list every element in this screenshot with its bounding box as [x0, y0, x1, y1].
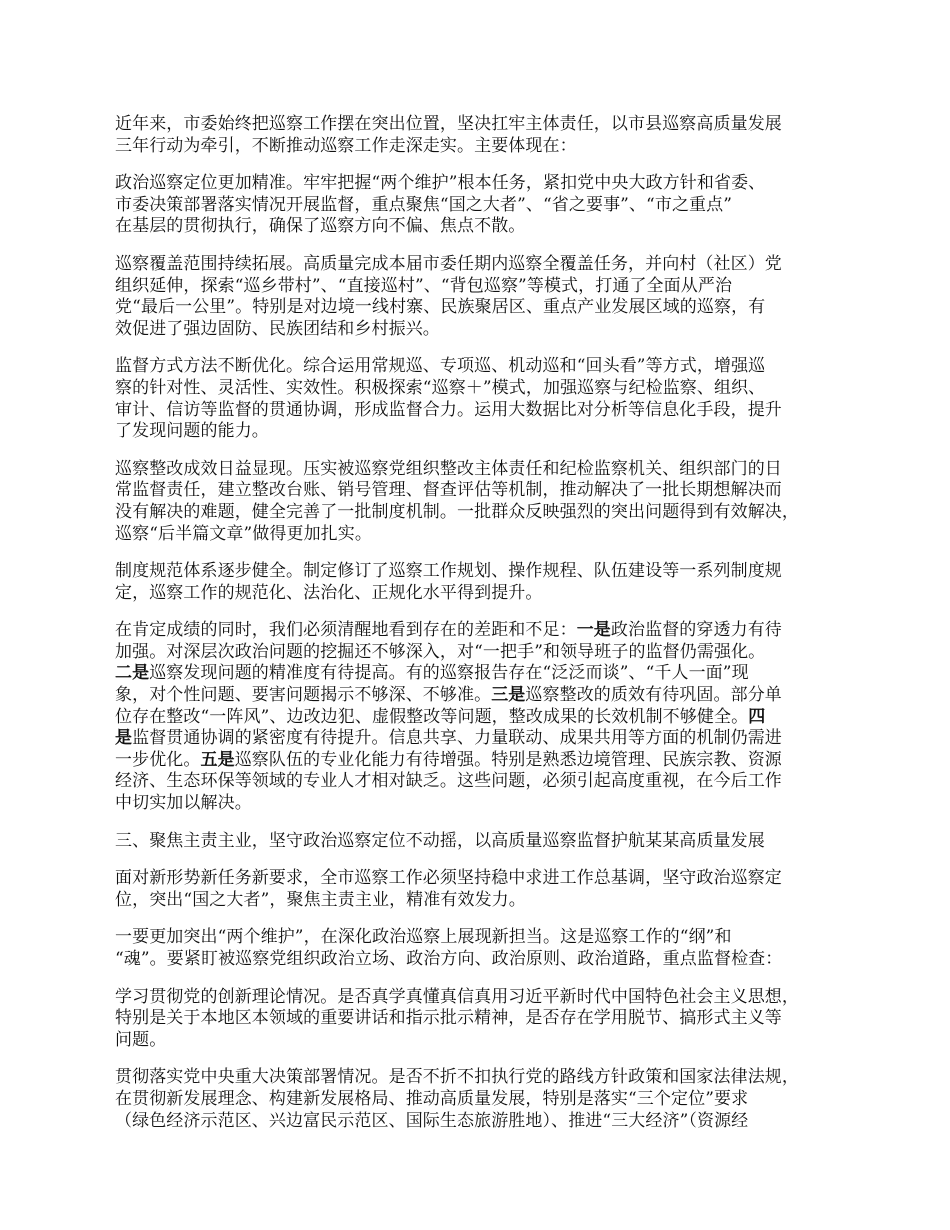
text-segment: 三年行动为牵引，不断推动巡察工作走深走实。主要体现在： — [115, 135, 577, 156]
text-segment: 特别是关于本地区本领域的重要讲话和指示批示精神，是否存在学用脱节、搞形式主义等 — [115, 1008, 782, 1029]
text-line — [115, 793, 845, 815]
text-segment: 位，突出“国之大者”，聚焦主责主业，精准有效发力。 — [115, 889, 526, 910]
text-line — [115, 136, 845, 158]
text-segment: 巡察整改的质效有待巩固。部分单 — [525, 685, 782, 706]
text-segment: 政治巡察定位更加精准。牢牢把握“两个维护”根本任务，紧扣党中央大政方针和省委、 — [115, 173, 766, 194]
bold-marker: 二是 — [115, 663, 150, 684]
bold-marker: 四 — [748, 706, 766, 727]
text-segment: 中切实加以解决。 — [115, 793, 252, 814]
text-line — [115, 480, 845, 502]
text-segment: 三、聚焦主责主业，坚守政治巡察定位不动摇，以高质量巡察监督护航某某高质量发展 — [115, 830, 765, 851]
text-segment: 面对新形势新任务新要求，全市巡察工作必须坚持稳中求进工作总基调，坚守政治巡察定 — [115, 868, 782, 889]
paragraph — [115, 254, 845, 340]
text-segment: 巡察覆盖范围持续拓展。高质量完成本届市委任期内巡察全覆盖任务，并向村（社区）党 — [115, 253, 782, 274]
text-line — [115, 1008, 845, 1030]
text-line — [115, 771, 845, 793]
text-line — [115, 728, 845, 750]
paragraph — [115, 1067, 845, 1132]
text-segment: 贯彻落实党中央重大决策部署情况。是否不折不扣执行党的路线方针政策和国家法律法规， — [115, 1067, 799, 1088]
text-segment: 制度规范体系逐步健全。制定修订了巡察工作规划、操作规程、队伍建设等一系列制度规 — [115, 561, 782, 582]
text-line — [115, 1067, 845, 1089]
text-segment: 问题。 — [115, 1029, 167, 1050]
text-segment: 组织延伸，探索“巡乡带村”、“直接巡村”、“背包巡察”等模式，打通了全面从严治 — [115, 275, 733, 296]
text-segment: 巡察队伍的专业化能力有待增强。特别是熟悉边境管理、民族宗教、资源 — [234, 749, 782, 770]
text-segment: 察的针对性、灵活性、实效性。积极探索“巡察＋”模式，加强巡察与纪检监察、组织、 — [115, 377, 766, 398]
text-segment: 巡察整改成效日益显现。压实被巡察党组织整改主体责任和纪检监察机关、组织部门的日 — [115, 458, 782, 479]
text-segment: 监督方式方法不断优化。综合运用常规巡、专项巡、机动巡和“回头看”等方式，增强巡 — [115, 356, 766, 377]
text-line — [115, 642, 845, 664]
text-segment: （绿色经济示范区、兴边富民示范区、国际生态旅游胜地）、推进“三大经济”（资源经 — [115, 1110, 749, 1131]
text-line — [115, 1111, 845, 1133]
text-line — [115, 831, 845, 853]
text-segment: 了发现问题的能力。 — [115, 421, 269, 442]
text-line — [115, 1089, 845, 1111]
text-segment: 审计、信访等监督的贯通协调，形成监督合力。运用大数据比对分析等信息化手段，提升 — [115, 399, 782, 420]
text-segment: 在肯定成绩的同时，我们必须清醒地看到存在的差距和不足： — [115, 620, 577, 641]
text-segment: 政治监督的穿透力有待 — [610, 620, 782, 641]
text-line — [115, 319, 845, 341]
text-segment: 定，巡察工作的规范化、法治化、正规化水平得到提升。 — [115, 582, 543, 603]
text-line — [115, 707, 845, 729]
paragraph — [115, 459, 845, 545]
paragraph — [115, 620, 845, 814]
text-line — [115, 356, 845, 378]
text-line — [115, 583, 845, 605]
text-segment: 巡察“后半篇文章”做得更加扎实。 — [115, 523, 372, 544]
paragraph — [115, 114, 845, 157]
paragraph — [115, 927, 845, 970]
bold-marker: 五是 — [200, 749, 235, 770]
text-line — [115, 400, 845, 422]
text-segment: 学习贯彻党的创新理论情况。是否真学真懂真信真用习近平新时代中国特色社会主义思想， — [115, 986, 799, 1007]
text-line — [115, 1030, 845, 1052]
paragraph — [115, 987, 845, 1052]
text-line — [115, 890, 845, 912]
document-page — [115, 114, 845, 1148]
bold-marker: 是 — [115, 728, 133, 749]
text-segment: 监督贯通协调的紧密度有待提升。信息共享、力量联动、成果共用等方面的机制仍需进 — [132, 728, 782, 749]
text-line — [115, 297, 845, 319]
text-line — [115, 459, 845, 481]
paragraph — [115, 868, 845, 911]
text-line — [115, 524, 845, 546]
text-segment: 一要更加突出“两个维护”，在深化政治巡察上展现新担当。这是巡察工作的“纲”和 — [115, 927, 732, 948]
text-segment: 市委决策部署落实情况开展监督，重点聚焦“国之大者”、“省之要事”、“市之重点” — [115, 194, 733, 215]
text-line — [115, 949, 845, 971]
paragraph — [115, 561, 845, 604]
text-line — [115, 378, 845, 400]
paragraph — [115, 173, 845, 238]
text-line — [115, 685, 845, 707]
text-segment: 没有解决的难题，健全完善了一批制度机制。一批群众反映强烈的突出问题得到有效解决， — [115, 501, 799, 522]
text-segment: 常监督责任，建立整改台账、销号管理、督查评估等机制，推动解决了一批长期想解决而 — [115, 480, 782, 501]
text-segment: 象，对个性问题、要害问题揭示不够深、不够准。 — [115, 685, 492, 706]
text-segment: 效促进了强边固防、民族团结和乡村振兴。 — [115, 318, 440, 339]
text-line — [115, 502, 845, 524]
text-line — [115, 114, 845, 136]
text-line — [115, 750, 845, 772]
text-segment: 一步优化。 — [115, 749, 201, 770]
text-segment: 党“最后一公里”。特别是对边境一线村寨、民族聚居区、重点产业发展区域的巡察，有 — [115, 297, 766, 318]
text-segment: 经济、生态环保等领域的专业人才相对缺乏。这些问题，必须引起高度重视，在今后工作 — [115, 771, 782, 792]
text-segment: 加强。对深层次政治问题的挖掘还不够深入，对“一把手”和领导班子的监督仍需强化。 — [115, 641, 766, 662]
text-segment: 位存在整改“一阵风”、边改边犯、虚假整改等问题，整改成果的长效机制不够健全。 — [115, 706, 749, 727]
text-segment: 在基层的贯彻执行，确保了巡察方向不偏、焦点不散。 — [115, 216, 526, 237]
text-line — [115, 987, 845, 1009]
bold-marker: 一是 — [576, 620, 611, 641]
text-line — [115, 561, 845, 583]
text-line — [115, 195, 845, 217]
bold-marker: 三是 — [491, 685, 526, 706]
text-line — [115, 276, 845, 298]
text-line — [115, 173, 845, 195]
text-segment: “魂”。要紧盯被巡察党组织政治立场、政治方向、政治原则、政治道路，重点监督检查： — [115, 949, 783, 969]
text-segment: 巡察发现问题的精准度有待提高。有的巡察报告存在“泛泛而谈”、“千人一面”现 — [149, 663, 749, 684]
text-line — [115, 216, 845, 238]
text-line — [115, 927, 845, 949]
text-line — [115, 421, 845, 443]
text-line — [115, 620, 845, 642]
section-heading — [115, 831, 845, 853]
text-line — [115, 868, 845, 890]
text-segment: 在贯彻新发展理念、构建新发展格局、推动高质量发展，特别是落实“三个定位”要求 — [115, 1088, 749, 1109]
text-line — [115, 254, 845, 276]
text-line — [115, 663, 845, 685]
paragraph — [115, 356, 845, 442]
text-segment: 近年来，市委始终把巡察工作摆在突出位置，坚决扛牢主体责任，以市县巡察高质量发展 — [115, 114, 782, 134]
